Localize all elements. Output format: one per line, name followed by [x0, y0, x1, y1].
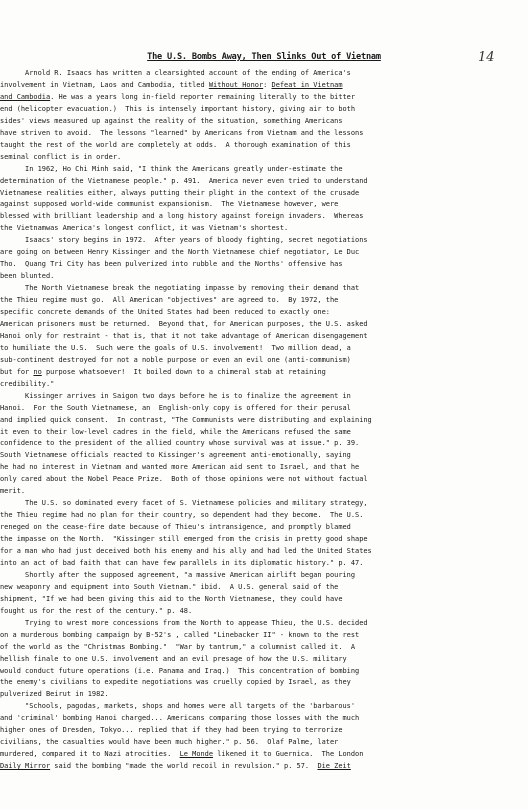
- text-run: into an act of bad faith that can have few parallels in its diplomatic history." p. 47.: [0, 558, 364, 567]
- text-line: [0, 749, 528, 760]
- text-run: to humiliate the U.S. Such were the goals of U.S. involvement! Two million dead, a: [0, 343, 351, 352]
- text-line: [0, 761, 528, 772]
- text-run: sides' views measured up against the reality of the situation, something Americans: [0, 116, 343, 125]
- text-line: [0, 582, 528, 593]
- text-run: seminal conflict is in order.: [0, 152, 122, 161]
- text-line: [0, 606, 528, 617]
- text-run: purpose whatsoever! It boiled down to a chimeral stab at retaining: [41, 367, 326, 376]
- text-line: [0, 701, 528, 712]
- text-run: specific concrete demands of the United States had been reduced to exactly one:: [0, 308, 330, 316]
- text-line: [0, 510, 528, 521]
- text-line: [0, 211, 528, 222]
- text-run: determination of the Vietnamese people." p. 491. America never even tried to understand: [0, 176, 368, 185]
- text-run: taught the rest of the world are completely at odds. A thorough examination of this: [0, 140, 351, 149]
- text-line: [0, 307, 528, 318]
- text-run: and 'criminal' bombing Hanoi charged... Americans comparing those losses with the much: [0, 714, 360, 723]
- text-line: [0, 737, 528, 748]
- text-run: involvement in Vietnam, Laos and Cambodia, titled: [0, 80, 209, 89]
- text-run: the Thieu regime had no plan for their country, so dependent had they become. The U.S.: [0, 511, 364, 520]
- text-line: [0, 116, 528, 127]
- text-line: [0, 283, 528, 294]
- text-run: he had no interest in Vietnam and wanted more American aid sent to Israel, and that he: [0, 463, 360, 472]
- text-line: [0, 403, 528, 414]
- text-line: [0, 355, 528, 366]
- text-line: [0, 486, 528, 497]
- text-line: [0, 725, 528, 736]
- underlined-text: Defeat in Vietnam: [271, 80, 343, 89]
- text-run: sub-continent destroyed for not a noble purpose or even an evil one (anti-communism): [0, 355, 351, 364]
- text-run: Kissinger arrives in Saigon two days before he is to finalize the agreement in: [0, 391, 351, 400]
- text-line: [0, 343, 528, 354]
- text-line: [0, 223, 528, 234]
- text-run: American prisoners must be returned. Beyond that, for American purposes, the U.S. asked: [0, 319, 368, 328]
- text-line: [0, 630, 528, 641]
- text-line: [0, 259, 528, 270]
- text-run: Hanoi only for restraint - that is, that it not take advantage of American disengagement: [0, 331, 368, 340]
- underlined-text: no: [33, 367, 42, 376]
- text-run: the enemy's civilians to expedite negotiations was cruelly copied by Israel, as they: [0, 678, 351, 687]
- text-line: [0, 199, 528, 210]
- text-run: are going on between Henry Kissinger and the North Vietnamese chief negotiator, Le Duc: [0, 248, 360, 257]
- text-run: murdered, compared it to Nazi atrocities.: [0, 750, 180, 759]
- text-run: The U.S. so dominated every facet of S. Vietnamese policies and military strategy,: [0, 499, 368, 508]
- text-line: [0, 713, 528, 724]
- text-run: credibility.": [0, 379, 55, 388]
- text-run: merit.: [0, 487, 26, 496]
- page-number: 14: [478, 50, 495, 65]
- text-line: [0, 247, 528, 258]
- text-run: Hanoi. For the South Vietnamese, an English-only copy is offered for their perusal: [0, 403, 351, 412]
- text-line: [0, 128, 528, 139]
- text-line: [0, 689, 528, 700]
- text-run: "Schools, pagodas, markets, shops and homes were all targets of the 'barbarous': [0, 702, 356, 711]
- text-line: [0, 80, 528, 91]
- page-title: The U.S. Bombs Away, Then Slinks Out of Vietnam: [147, 52, 381, 62]
- text-line: [0, 188, 528, 199]
- text-line: [0, 295, 528, 306]
- text-run: and implied quick consent. In contrast, "The Communists were distributing and explaining: [0, 415, 372, 424]
- text-line: [0, 104, 528, 115]
- text-run: new weaponry and equipment into South Vietnam." ibid. A U.S. general said of the: [0, 582, 339, 591]
- text-run: of the world as the "Christmas Bombing." "War by tantrum," a columnist called it. A: [0, 642, 356, 651]
- text-line: [0, 522, 528, 533]
- underlined-text: Daily Mirror: [0, 762, 51, 771]
- text-run: higher ones of Dresden, Tokyo... replied that if they had been trying to terrorize: [0, 726, 343, 735]
- text-line: [0, 140, 528, 151]
- text-run: against supposed world-wide communist expansionism. The Vietnamese however, were: [0, 200, 339, 209]
- text-line: [0, 558, 528, 569]
- text-run: :: [263, 80, 272, 89]
- text-run: confidence to the president of the allied country whose survival was at issue." p. 39.: [0, 439, 360, 448]
- underlined-text: and Cambodia: [0, 92, 51, 101]
- text-run: fought us for the rest of the century." p. 48.: [0, 606, 193, 615]
- text-run: on a murderous bombing campaign by B-52's , called "Linebacker II" - known to the rest: [0, 630, 360, 639]
- text-line: [0, 379, 528, 390]
- text-line: [0, 462, 528, 473]
- text-line: [0, 164, 528, 175]
- underlined-text: Without Honor: [208, 80, 264, 89]
- text-line: [0, 427, 528, 438]
- text-line: [0, 152, 528, 163]
- text-line: [0, 331, 528, 342]
- text-run: Trying to wrest more concessions from the North to appease Thieu, the U.S. decided: [0, 618, 368, 627]
- text-line: [0, 546, 528, 557]
- text-run: Isaacs' story begins in 1972. After years of bloody fighting, secret negotiations: [0, 236, 368, 245]
- text-run: Arnold R. Isaacs has written a clearsighted account of the ending of America's: [0, 69, 351, 77]
- text-line: [0, 642, 528, 653]
- text-run: The North Vietnamese break the negotiating impasse by removing their demand that: [0, 284, 360, 293]
- text-line: [0, 498, 528, 509]
- text-line: [0, 474, 528, 485]
- underlined-text: Die Zeit: [317, 762, 351, 771]
- text-line: [0, 92, 528, 103]
- text-run: the Vietnamwas America's longest conflict, it was Vietnam's shortest.: [0, 224, 289, 233]
- text-run: shipment, "If we had been giving this aid to the North Vietnamese, they could have: [0, 594, 343, 603]
- text-line: [0, 677, 528, 688]
- text-run: would conduct future operations (i.e. Panama and Iraq.) This concentration of bombing: [0, 666, 360, 675]
- text-run: civilians, the casualties would have been much higher." p. 56. Olaf Palme, later: [0, 738, 339, 747]
- text-run: reneged on the cease-fire date because of Thieu's intransigence, and promptly blamed: [0, 523, 351, 532]
- text-line: [0, 666, 528, 677]
- text-line: [0, 570, 528, 581]
- text-run: likened it to Guernica. The London: [213, 750, 364, 759]
- text-line: [0, 594, 528, 605]
- underlined-text: Le Monde: [179, 750, 214, 759]
- text-run: it even to their low-level cadres in the field, while the Americans refused the same: [0, 427, 351, 436]
- text-run: Vietnamese realities either, always putting their plight in the context of the crusade: [0, 188, 360, 197]
- text-line: [0, 271, 528, 282]
- text-line: [0, 367, 528, 378]
- text-line: [0, 235, 528, 246]
- text-run: been blunted.: [0, 272, 55, 281]
- text-run: for a man who had just deceived both his enemy and his ally and had led the United States: [0, 547, 372, 555]
- text-run: said the bombing "made the world recoil in revulsion." p. 57.: [50, 762, 318, 771]
- text-run: end (helicopter evacuation.) This is intensely important history, giving air to both: [0, 104, 356, 113]
- text-line: [0, 450, 528, 461]
- text-run: hellish finale to one U.S. involvement and an evil presage of how the U.S. military: [0, 654, 347, 663]
- text-run: Tho. Quang Tri City has been pulverized into rubble and the Norths' offensive has: [0, 260, 343, 269]
- text-run: blessed with brilliant leadership and a long history against foreign invaders. Whereas: [0, 212, 364, 221]
- text-line: [0, 415, 528, 426]
- text-run: South Vietnamese officials reacted to Kissinger's agreement anti-emotionally, saying: [0, 451, 351, 460]
- text-line: [0, 319, 528, 330]
- text-run: pulverized Beirut in 1982.: [0, 690, 109, 699]
- text-run: . He was a years long in-field reporter remaining literally to the bitter: [50, 92, 356, 101]
- text-line: [0, 391, 528, 402]
- text-line: [0, 176, 528, 187]
- text-run: the impasse on the North. "Kissinger still emerged from the crisis in pretty good shape: [0, 535, 368, 544]
- text-run: but for: [0, 367, 34, 376]
- text-line: [0, 618, 528, 629]
- text-run: have striven to avoid. The lessons "learned" by Americans from Vietnam and the lessons: [0, 128, 364, 137]
- text-line: [0, 654, 528, 665]
- text-run: Shortly after the supposed agreement, "a massive American airlift began pouring: [0, 570, 356, 579]
- text-line: [0, 68, 528, 79]
- text-line: [0, 534, 528, 545]
- text-run: only cared about the Nobel Peace Prize. Both of those opinions were not without factual: [0, 475, 368, 484]
- text-run: the Thieu regime must go. All American "objectives" are agreed to. By 1972, the: [0, 296, 339, 305]
- text-line: [0, 438, 528, 449]
- text-run: In 1962, Ho Chi Minh said, "I think the Americans greatly under-estimate the: [0, 164, 343, 173]
